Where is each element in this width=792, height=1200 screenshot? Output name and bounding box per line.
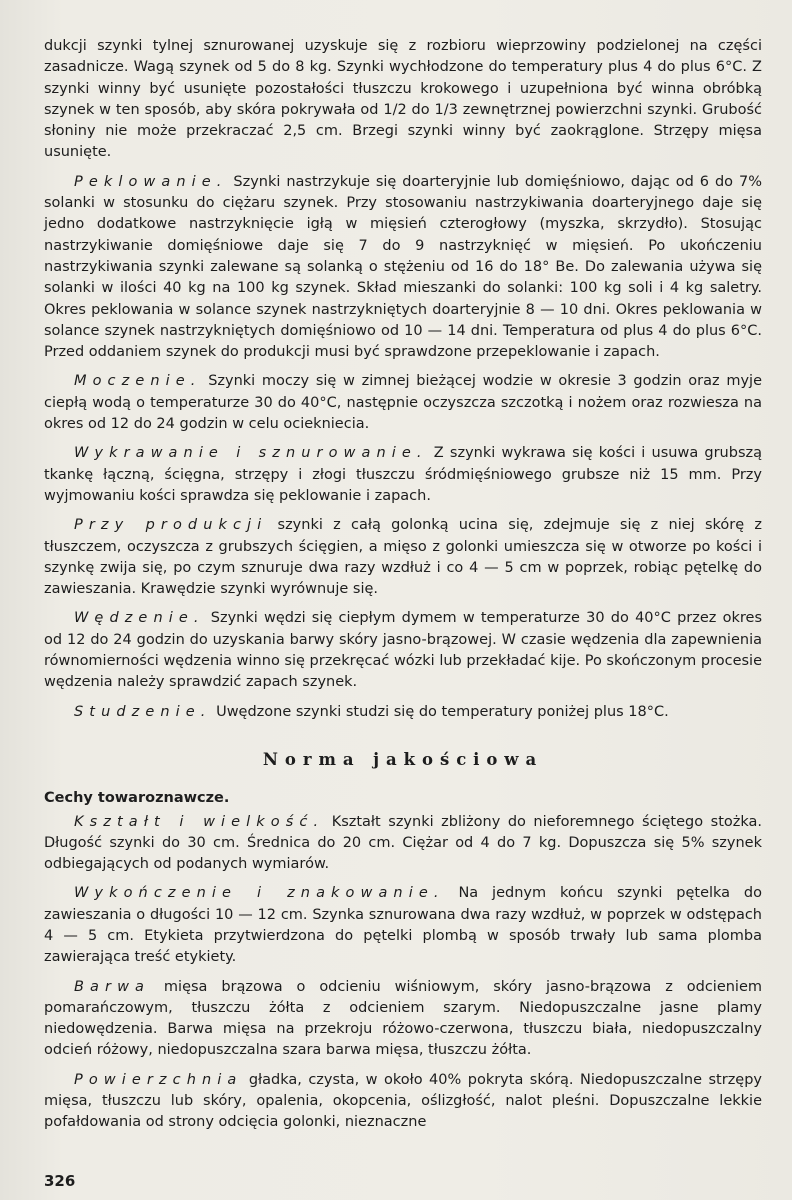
section-heading: Kształt i wielkość. <box>74 813 325 830</box>
section-barwa <box>44 977 762 1062</box>
section-heading: Wędzenie. <box>74 610 205 627</box>
section-text: Kształt szynki zbliżony do nieforemnego ściętego stożka. Długość szynki do 30 cm. Średnica do 20 cm. Ciężar od 4 do 7 kg. Dopuszcza się 5% szynek odbiegających od podanych wymiarów. <box>44 813 763 873</box>
section-ksztalt <box>44 812 762 876</box>
section-przy-produkcji <box>44 515 762 600</box>
cechy-title: Cechy towaroznawcze. <box>44 790 230 807</box>
section-text: szynki z całą golonką ucina się, zdejmuje się z niej skórę z tłuszczem, oczyszcza z grubszych ścięgien, a mięso z golonki umieszcza się w otworze po kości i szynkę zwija się, po czym sznuruje dwa razy wzdłuż i co 4 — 5 cm w poprzek, robiąc pętelkę do zawieszania. Krawędzie szynki wyrównuje się. <box>44 517 762 598</box>
section-text: gładka, czysta, w około 40% pokryta skórą. Niedopuszczalne strzępy mięsa, tłuszczu lub skóry, opalenia, okopcenia, oślizgłość, nalot pleśni. Dopuszczalne lekkie pofałdowania od strony odcięcia golonki, nieznaczne <box>44 1071 763 1131</box>
section-text: Uwędzone szynki studzi się do temperatury poniżej plus 18°C. <box>216 703 669 720</box>
section-text: Szynki nastrzykuje się doarteryjnie lub domięśniowo, dając od 6 do 7% solanki w stosunku do ciężaru szynek. Przy stosowaniu nastrzykiwania doarteryjnego daje się jedno dodatkowe nastrzyknięcie igłą w mięsień czterogłowy (myszka, skrzydło). Stosując nastrzykiwanie domięśniowe daje się 7 do 9 nastrzyknięć w mięsień. Po ukończeniu nastrzykiwania szynki zalewane są solanką o stężeniu od 16 do 18° Be. Do zalewania używa się solanki w ilości 40 kg na 100 kg szynek. Skład mieszanki do solanki: 100 kg soli i 4 kg saletry. Okres peklowania w solance szynek nastrzykniętych doarteryjnie 8 — 10 dni. Okres peklowania w solance szynek nastrzykniętych domięśniowo od 10 — 14 dni. Temperatura od plus 4 do plus 6°C. Przed oddaniem szynek do produkcji musi być sprawdzone przepeklowanie i zapach. <box>44 173 762 361</box>
section-heading: Studzenie. <box>74 703 212 720</box>
section-heading: Wykończenie i znakowanie. <box>74 885 445 902</box>
page-content <box>44 36 762 1134</box>
section-wykrawanie <box>44 443 762 507</box>
section-text: Na jednym końcu szynki pętelka do zawieszania o długości 10 — 12 cm. Szynka sznurowana dwa razy wzdłuż, w poprzek w odstępach 4 — 5 cm. Etykieta przytwierdzona do pętelki plombą w sposób trwały lub sama plomba zawierająca treść etykiety. <box>44 885 763 966</box>
section-powierzchnia <box>44 1070 762 1134</box>
section-studzenie <box>44 702 762 723</box>
section-peklowanie <box>44 172 762 364</box>
intro-paragraph: dukcji szynki tylnej sznurowanej uzyskuje się z rozbioru wieprzowiny podzielonej na części zasadnicze. Wagą szynek od 5 do 8 kg. Szynki wychłodzone do temperatury plus 4 do plus 6°C. Z szynki winny być usunięte pozostałości tłuszczu krokowego i uzupełniona być winna obróbką szynek w ten sposób, aby skóra pokrywała od 1/2 do 1/3 zewnętrznej powierzchni szynki. Grubość słoniny nie może przekraczać 2,5 cm. Brzegi szynki winny być zaokrąglone. Strzępy mięsa usunięte. <box>44 38 762 161</box>
section-text: mięsa brązowa o odcieniu wiśniowym, skóry jasno-brązowa z odcieniem pomarańczowym, tłuszczu żółta z odcieniem szarym. Niedopuszczalne jasne plamy niedowędzenia. Barwa mięsa na przekroju różowo-czerwona, tłuszczu biała, niedopuszczalny odcień różowy, niedopuszczalna szara barwa mięsa, tłuszczu żółta. <box>44 978 763 1059</box>
section-text: Z szynki wykrawa się kości i usuwa grubszą tkankę łączną, ścięgna, strzępy i złogi tłuszczu śródmięśniowego grubsze niż 15 mm. Przy wyjmowaniu kości sprawdza się peklowanie i zapach. <box>44 445 763 504</box>
section-heading: Wykrawanie i sznurowanie. <box>74 445 428 462</box>
section-heading: Przy produkcji <box>74 517 268 534</box>
section-heading: Barwa <box>74 978 150 995</box>
norma-title: Norma jakościowa <box>262 749 544 769</box>
section-moczenie <box>44 371 762 435</box>
section-wykonczenie <box>44 883 762 968</box>
section-wedzenie <box>44 608 762 693</box>
section-heading: Peklowanie. <box>74 173 228 190</box>
section-text: Szynki moczy się w zimnej bieżącej wodzie w okresie 3 godzin oraz myje ciepłą wodą o temperaturze 30 do 40°C, następnie oczyszcza szczotką i nożem oraz rozwiesza na okres od 12 do 24 godzin w celu ociekniecia. <box>44 373 762 433</box>
section-text: Szynki wędzi się ciepłym dymem w temperaturze 30 do 40°C przez okres od 12 do 24 godzin do uzyskania barwy skóry jasno-brązowej. W czasie wędzenia dla zapewnienia równomierności wędzenia winno się przekręcać wózki lub przekładać kije. Po skończonym procesie wędzenia należy sprawdzić zapach szynek. <box>44 610 762 691</box>
section-heading: Powierzchnia <box>74 1071 243 1088</box>
page-number: 326 <box>44 1172 76 1190</box>
section-heading: Moczenie. <box>74 373 202 390</box>
